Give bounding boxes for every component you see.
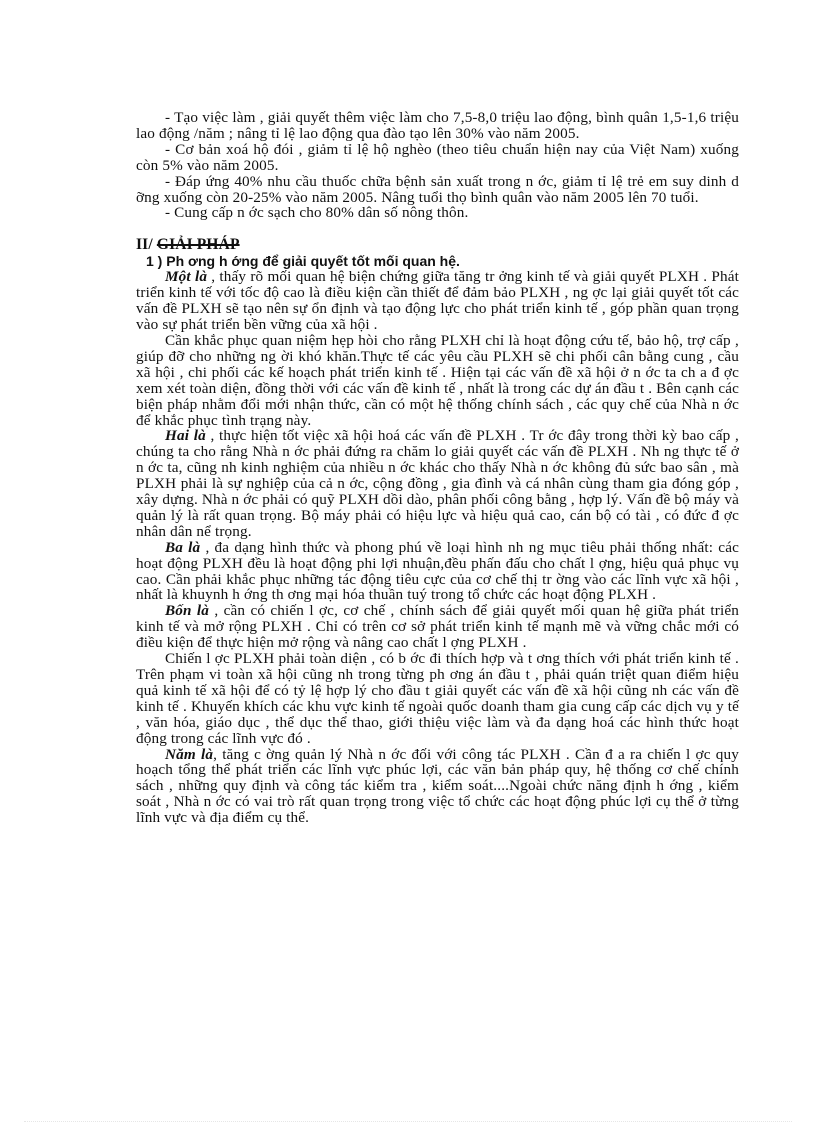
paragraph-3 xyxy=(136,428,739,539)
section-heading xyxy=(136,237,739,253)
bullet-2: - Cơ bản xoá hộ đói , giảm tỉ lệ hộ nghèo (theo tiêu chuẩn hiện nay của Việt Nam) xuống còn 5% vào năm 2005. xyxy=(136,140,739,174)
section-number: II/ xyxy=(136,236,153,254)
paragraph-7 xyxy=(136,747,739,827)
paragraph-text: , đa dạng hình thức và phong phú về loại hình nh ng mục tiêu phải thống nhất: các hoạt động PLXH đều là hoạt động phi lợi nhuận,đều phấn đấu cho chất l ợng, hiệu quả phục vụ cao. Cần phải khắc phục những tác động tiêu cực của cơ chế thị tr ờng vào các lĩnh vực xã hội , nhất là khuynh h ớng th ơng mại hóa thuần tuý trong tổ chức các hoạt động PLXH . xyxy=(136,538,739,604)
paragraph-6 xyxy=(136,651,739,746)
paragraph-1 xyxy=(136,269,739,333)
section-title: GIẢI PHÁP xyxy=(156,236,240,254)
paragraph-2 xyxy=(136,333,739,428)
document-page xyxy=(136,110,739,826)
paragraph-text: , tăng c ờng quản lý Nhà n ớc đối với công tác PLXH . Cần đ a ra chiến l ợc quy hoạch tổng thể phát triển các lĩnh vực phúc lợi, các văn bản pháp quy, hệ thống cơ chế chính sách , những quy định và công tác kiểm tra , kiểm soát....Ngoài chức năng định h ớng , kiểm soát , Nhà n ớc có vai trò rất quan trọng trong việc tổ chức các hoạt động phúc lợi cụ thể ở từng lĩnh vực và địa điểm cụ thể. xyxy=(136,745,739,827)
paragraph-text: , thực hiện tốt việc xã hội hoá các vấn đề PLXH . Tr ớc đây trong thời kỳ bao cấp , chúng ta cho rằng Nhà n ớc phải đứng ra chăm lo giải quyết các vấn đề PLXH . Nh ng thực tế ở n ớc ta, cũng nh kinh nghiệm của nhiều n ớc khác cho thấy Nhà n ớc không đủ sức bao sân , mà PLXH phải là sự nghiệp của cả n ớc, cộng đồng , gia đình và cá nhân cùng tham gia đóng góp , xây dựng. Nhà n ớc phải có quỹ PLXH dồi dào, phân phối công bằng , hợp lý. Vấn đề bộ máy và quản lý là rất quan trọng. Bộ máy phải có hiệu lực và hiệu quả cao, cán bộ có tài , có đức đ ợc nhân dân nể trọng. xyxy=(136,427,740,540)
paragraph-text: , cần có chiến l ợc, cơ chế , chính sách để giải quyết mối quan hệ giữa phát triển kinh tế và mở rộng PLXH . Chỉ có trên cơ sở phát triển kinh tế mạnh mẽ và vững chắc mới có điều kiện để thực hiện mở rộng và nâng cao chất l ợng PLXH . xyxy=(136,602,739,652)
paragraph-5 xyxy=(136,603,739,651)
paragraph-lead: Ba là xyxy=(165,538,201,556)
paragraph-lead: Bốn là xyxy=(165,602,210,620)
bullet-3: - Đáp ứng 40% nhu cầu thuốc chữa bệnh sản xuất trong n ớc, giảm tỉ lệ trẻ em suy dinh d ỡng xuống còn 20-25% vào năm 2005. Nâng tuổi thọ bình quân vào năm 2005 lên 70 tuổi. xyxy=(136,172,739,206)
paragraph-lead: Năm là xyxy=(165,745,214,763)
paragraph-4 xyxy=(136,540,739,604)
page-bottom-divider xyxy=(24,1121,792,1122)
subsection-heading: 1 ) Ph ơng h ớng để giải quyết tốt mối quan hệ. xyxy=(146,253,460,270)
paragraph-lead: Một là xyxy=(165,268,208,286)
bullet-1: - Tạo việc làm , giải quyết thêm việc làm cho 7,5-8,0 triệu lao động, bình quân 1,5-1,6 triệu lao động /năm ; nâng tỉ lệ lao động qua đào tạo lên 30% vào năm 2005. xyxy=(136,109,739,142)
paragraph-text: , thấy rõ mối quan hệ biện chứng giữa tăng tr ởng kinh tế và giải quyết PLXH . Phát triển kinh tế với tốc độ cao là điều kiện cần thiết để đảm bảo PLXH , ng ợc lại giải quyết tốt các vấn đề PLXH sẽ tạo nên sự ổn định và tạo động lực cho phát triển kinh tế , góp phần quan trọng vào sự phát triển bền vững của xã hội . xyxy=(136,268,740,334)
paragraph-text: Chiến l ợc PLXH phải toàn diện , có b ớc đi thích hợp và t ơng thích với phát triển kinh tế . Trên phạm vi toàn xã hội cũng nh trong từng ph ơng án đầu t , phải quán triệt quan điểm hiệu quả kinh tế xã hội để có tỷ lệ hợp lý cho đầu t giải quyết các vấn đề xã hội cũng nh các vấn đề kinh tế . Khuyến khích các khu vực kinh tế ngoài quốc doanh tham gia cung cấp các dịch vụ y tế , văn hóa, giáo dục , thể dục thể thao, giới thiệu việc làm và đa dạng hoá các hình thức hoạt động trong các lĩnh vực đó . xyxy=(136,650,739,747)
bullet-4: - Cung cấp n ớc sạch cho 80% dân số nông thôn. xyxy=(165,204,469,222)
paragraph-lead: Hai là xyxy=(165,427,206,445)
paragraph-text: Cần khắc phục quan niệm hẹp hòi cho rằng PLXH chỉ là hoạt động cứu tế, bảo hộ, trợ cấp , giúp đỡ cho những ng ời khó khăn.Thực tế các yêu cầu PLXH sẽ chi phối cân bằng cung , cầu xã hội , chi phối các kế hoạch phát triển kinh tế . Hiện tại các vấn đề xã hội ở n ớc ta ch a đ ợc xem xét toàn diện, đồng thời với các vấn đề kinh tế , nhất là trong các dự án đầu t . Bên cạnh các biện pháp nhằm đổi mới nhận thức, cần có một hệ thống chính sách , các quy chế của Nhà n ớc để khắc phục tình trạng này. xyxy=(136,331,739,429)
